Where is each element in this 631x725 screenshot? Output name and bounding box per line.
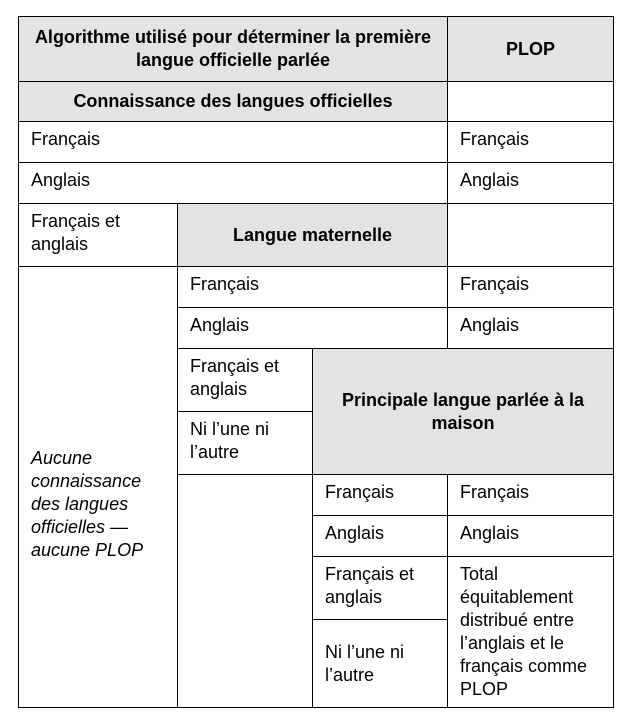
no-knowledge-cell: Aucune connaissance des langues officielles — aucune PLOP — [19, 267, 178, 708]
home-language-header: Principale langue parlée à la maison — [313, 349, 614, 475]
mother-tongue-english: Anglais — [178, 308, 448, 349]
knowledge-english: Anglais — [19, 163, 448, 204]
mother-tongue-french-and-english: Français et anglais — [178, 349, 313, 412]
table-row — [19, 163, 614, 204]
mother-tongue-header: Langue maternelle — [178, 204, 448, 267]
empty-cell — [178, 475, 313, 708]
home-language-neither: Ni l’une ni l’autre — [313, 620, 448, 708]
home-language-french-and-english: Français et anglais — [313, 557, 448, 620]
plop-value: Français — [448, 267, 614, 308]
plop-value: Français — [448, 475, 614, 516]
plop-value: Anglais — [448, 308, 614, 349]
home-language-french: Français — [313, 475, 448, 516]
table-row — [19, 122, 614, 163]
mother-tongue-neither: Ni l’une ni l’autre — [178, 412, 313, 475]
algorithm-header: Algorithme utilisé pour déterminer la première langue officielle parlée — [19, 17, 448, 82]
knowledge-french-and-english: Français et anglais — [19, 204, 178, 267]
plop-algorithm-table — [18, 16, 614, 708]
knowledge-header: Connaissance des langues officielles — [19, 82, 448, 122]
table-row — [19, 267, 614, 308]
plop-split-value: Total équitablement distribué entre l’anglais et le français comme PLOP — [448, 557, 614, 708]
plop-value: Anglais — [448, 516, 614, 557]
knowledge-french: Français — [19, 122, 448, 163]
table-row — [19, 204, 614, 267]
table-header-row — [19, 17, 614, 82]
home-language-english: Anglais — [313, 516, 448, 557]
knowledge-header-row — [19, 82, 614, 122]
plop-value: Anglais — [448, 163, 614, 204]
plop-value: Français — [448, 122, 614, 163]
empty-cell — [448, 204, 614, 267]
plop-header: PLOP — [448, 17, 614, 82]
empty-cell — [448, 82, 614, 122]
mother-tongue-french: Français — [178, 267, 448, 308]
